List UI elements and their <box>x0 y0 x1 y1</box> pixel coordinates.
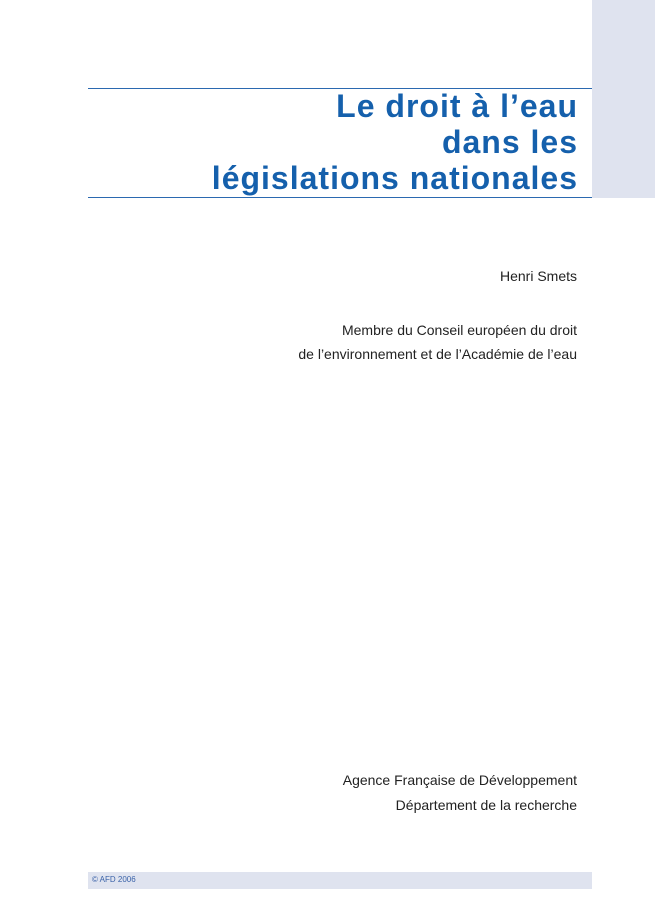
title-line: Le droit à l’eau <box>336 88 578 124</box>
footer-band <box>88 872 592 889</box>
title-line: dans les <box>441 124 578 160</box>
title-bottom-rule <box>88 197 592 198</box>
author-affiliation <box>298 318 577 366</box>
affiliation-line: Membre du Conseil européen du droit <box>341 322 577 338</box>
page-title <box>212 88 578 196</box>
publisher-line: Agence Française de Développement <box>342 772 577 788</box>
side-decor-band <box>592 0 655 198</box>
affiliation-line: de l’environnement et de l’Académie de l’eau <box>298 346 577 362</box>
title-line: législations nationales <box>211 160 578 196</box>
copyright-notice: © AFD 2006 <box>92 875 136 884</box>
publisher-line: Département de la recherche <box>395 797 577 813</box>
author-name: Henri Smets <box>499 268 577 284</box>
publisher-block <box>343 768 577 818</box>
